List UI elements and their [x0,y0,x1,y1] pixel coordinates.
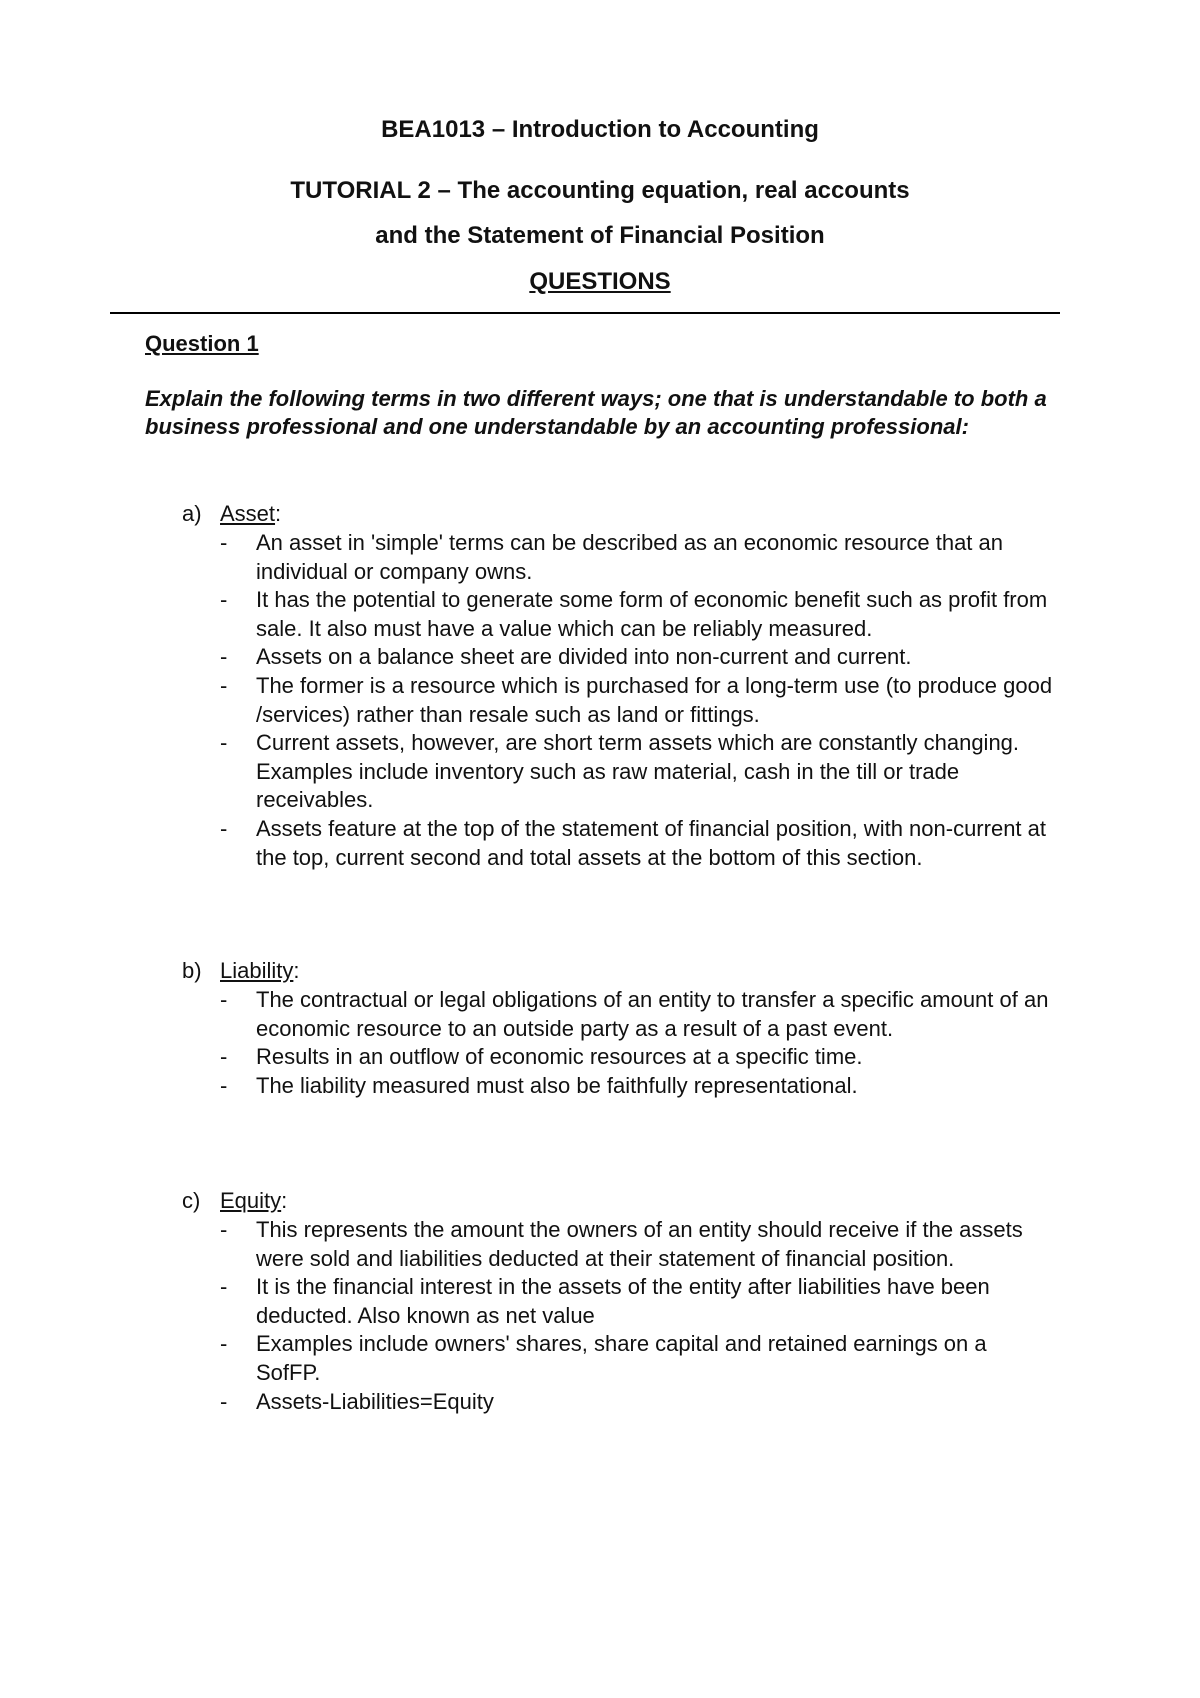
list-item: - Results in an outflow of economic resources at a specific time. [0,1043,1056,1072]
dash-marker: - [220,987,228,1012]
tutorial-title-line-2: and the Statement of Financial Position [375,222,825,249]
bullet-list [0,529,1200,872]
item-letter: c) [182,1188,201,1213]
term-heading [0,1187,1200,1216]
list-item: - Assets-Liabilities=Equity [0,1388,1056,1417]
item-letter: a) [182,501,202,526]
dash-marker: - [220,644,228,670]
term-heading [0,500,1200,529]
list-item: - This represents the amount the owners of an entity should receive if the assets were sold and liabilities deducted at their statement of financial position. [220,1217,1023,1271]
list-item: - Examples include owners' shares, share capital and retained earnings on a SofFP. [220,1331,987,1385]
term-suffix: : [293,958,300,983]
dash-marker: - [220,1072,228,1098]
bullet-list [0,986,1200,1100]
dash-marker: - [220,672,228,698]
questions-label: QUESTIONS [529,268,671,295]
header-divider [110,312,1060,314]
list-item: - Assets feature at the top of the statement of financial position, with non-current at the top, current second and total assets at the bottom of this section. [220,815,1047,870]
dash-marker: - [220,1331,228,1357]
dash-marker: - [220,1388,228,1414]
dash-marker: - [220,1044,228,1070]
dash-marker: - [220,530,228,555]
question-instruction: Explain the following terms in two different ways; one that is understandable to both a business professional and one understandable by an accounting professional: [145,386,1047,439]
term-name: Asset [220,501,276,526]
course-title: BEA1013 – Introduction to Accounting [381,116,819,143]
dash-marker: - [220,1217,228,1242]
bullet-list [0,1216,1200,1416]
term-section-asset [0,500,1200,872]
term-name: Equity [220,1188,282,1213]
list-item: - Current assets, however, are short term assets which are constantly changing. Examples include inventory such as raw material, cash in the till or trade receivables. [220,730,1020,813]
dash-marker: - [220,730,228,756]
list-item: - An asset in 'simple' terms can be described as an economic resource that an individual or company owns. [220,530,1004,584]
term-heading [0,957,1200,986]
dash-marker: - [220,815,228,841]
list-item: - The liability measured must also be faithfully representational. [0,1072,1056,1101]
tutorial-title-line-1: TUTORIAL 2 – The accounting equation, real accounts [290,177,910,204]
term-section-equity [0,1187,1200,1416]
list-item: - The former is a resource which is purchased for a long-term use (to produce good /services) rather than resale such as land or fittings. [220,672,1053,727]
term-suffix: : [275,501,282,526]
list-item: - The contractual or legal obligations of an entity to transfer a specific amount of an economic resource to an outside party as a result of a past event. [220,987,1049,1041]
list-item: - It is the financial interest in the assets of the entity after liabilities have been deducted. Also known as net value [220,1274,990,1328]
list-item: - It has the potential to generate some form of economic benefit such as profit from sale. It also must have a value which can be reliably measured. [220,587,1048,641]
dash-marker: - [220,587,228,613]
list-item: - Assets on a balance sheet are divided into non-current and current. [0,643,1056,672]
term-section-liability [0,957,1200,1100]
item-letter: b) [182,958,202,983]
term-name: Liability [220,958,294,983]
question-heading: Question 1 [145,331,259,356]
dash-marker: - [220,1274,228,1300]
term-suffix: : [281,1188,288,1213]
